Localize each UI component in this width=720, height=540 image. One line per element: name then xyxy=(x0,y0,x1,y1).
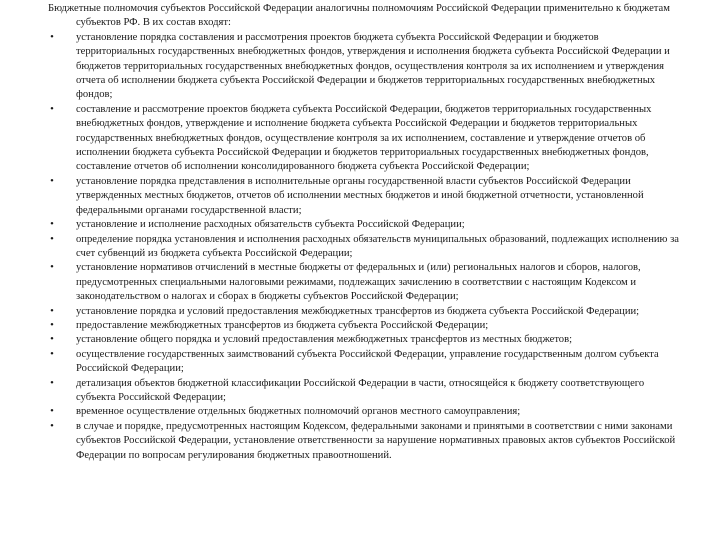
bullet-icon: • xyxy=(50,319,54,331)
list-item-text: установление порядка составления и рассмотрения проектов бюджета субъекта Российской Федерации и бюджетов территориальных государственных внебюджетных фондов, утверждения и исполнения бюджета субъекта Российской Федерации и бюджетов территориальных государственных внебюджетных фондов, осуществления контроля за их исполнением и утверждения отчета об исполнении бюджета субъекта Российской Федерации и бюджетов территориальных государственных внебюджетных фондов; xyxy=(76,31,670,101)
list-item xyxy=(48,31,680,103)
bullet-icon: • xyxy=(50,31,54,43)
list-item-text: осуществление государственных заимствований субъекта Российской Федерации, управление государственным долгом субъекта Российской Федерации; xyxy=(76,348,659,375)
list-item xyxy=(48,377,680,406)
list-item xyxy=(48,420,680,463)
list-item-text: в случае и порядке, предусмотренных настоящим Кодексом, федеральными законами и принятыми в соответствии с ними законами субъектов Российской Федерации, установление ответственности за нарушение нормативных правовых актов субъектов Российской Федерации по вопросам регулирования бюджетных правоотношений. xyxy=(76,420,676,461)
intro-paragraph: Бюджетные полномочия субъектов Российской Федерации аналогичны полномочиям Российской Федерации применительно к бюджетам субъектов РФ. В их состав входят: xyxy=(48,3,670,29)
list-item-text: установление и исполнение расходных обязательств субъекта Российской Федерации; xyxy=(76,219,465,231)
list-item xyxy=(48,233,680,262)
list-item-text: установление порядка представления в исполнительные органы государственной власти субъектов Российской Федерации утвержденных местных бюджетов, отчетов об исполнении местных бюджетов и иной бюджетной отчетности, установленной федеральными органами государственной власти; xyxy=(76,175,644,216)
list-item-text: предоставление межбюджетных трансфертов из бюджета субъекта Российской Федерации; xyxy=(76,319,489,331)
list-item-text: определение порядка установления и исполнения расходных обязательств муниципальных образований, подлежащих исполнению за счет субвенций из бюджета субъекта Российской Федерации; xyxy=(76,233,679,259)
list-item-text: установление порядка и условий предоставления межбюджетных трансфертов из бюджета субъекта Российской Федерации; xyxy=(76,305,640,317)
list-item-text: временное осуществление отдельных бюджетных полномочий органов местного самоуправления; xyxy=(76,406,521,418)
bullet-icon: • xyxy=(50,103,54,115)
bullet-icon: • xyxy=(50,175,54,187)
bullet-icon: • xyxy=(50,420,54,432)
list-item xyxy=(48,333,680,347)
list-item xyxy=(48,175,680,218)
list-item xyxy=(48,348,680,377)
bullet-icon: • xyxy=(50,377,54,389)
list-item xyxy=(48,319,680,333)
list-item xyxy=(48,305,680,319)
list-item-text: детализация объектов бюджетной классификации Российской Федерации в части, относящейся к бюджету соответствующего субъекта Российской Федерации; xyxy=(76,377,645,403)
bullet-icon: • xyxy=(50,406,54,418)
list-item-text: установление нормативов отчислений в местные бюджеты от федеральных и (или) региональных налогов и сборов, налогов, предусмотренных специальными налоговыми режимами, подлежащих зачислению в соответствии с настоящим Кодексом и законодательством о налогах и сборах в бюджеты субъектов Российской Федерации; xyxy=(76,262,641,303)
list-item xyxy=(48,218,680,232)
bullet-icon: • xyxy=(50,219,54,231)
powers-list xyxy=(48,31,680,463)
list-item xyxy=(48,103,680,175)
list-item-text: составление и рассмотрение проектов бюджета субъекта Российской Федерации, бюджетов территориальных государственных внебюджетных фондов, утверждение и исполнение бюджета субъекта Российской Федерации и бюджетов территориальных государственных внебюджетных фондов, осуществление контроля за их исполнением, составление и утверждение отчетов об исполнении бюджета субъекта Российской Федерации и бюджетов территориальных государственных внебюджетных фондов, составление отчетов об исполнении консолидированного бюджета субъекта Российской Федерации; xyxy=(76,103,652,173)
bullet-icon: • xyxy=(50,262,54,274)
list-item-text: установление общего порядка и условий предоставления межбюджетных трансфертов из местных бюджетов; xyxy=(76,334,573,346)
bullet-icon: • xyxy=(50,305,54,317)
bullet-icon: • xyxy=(50,334,54,346)
bullet-icon: • xyxy=(50,348,54,360)
list-item xyxy=(48,405,680,419)
list-item xyxy=(48,261,680,304)
bullet-icon: • xyxy=(50,233,54,245)
